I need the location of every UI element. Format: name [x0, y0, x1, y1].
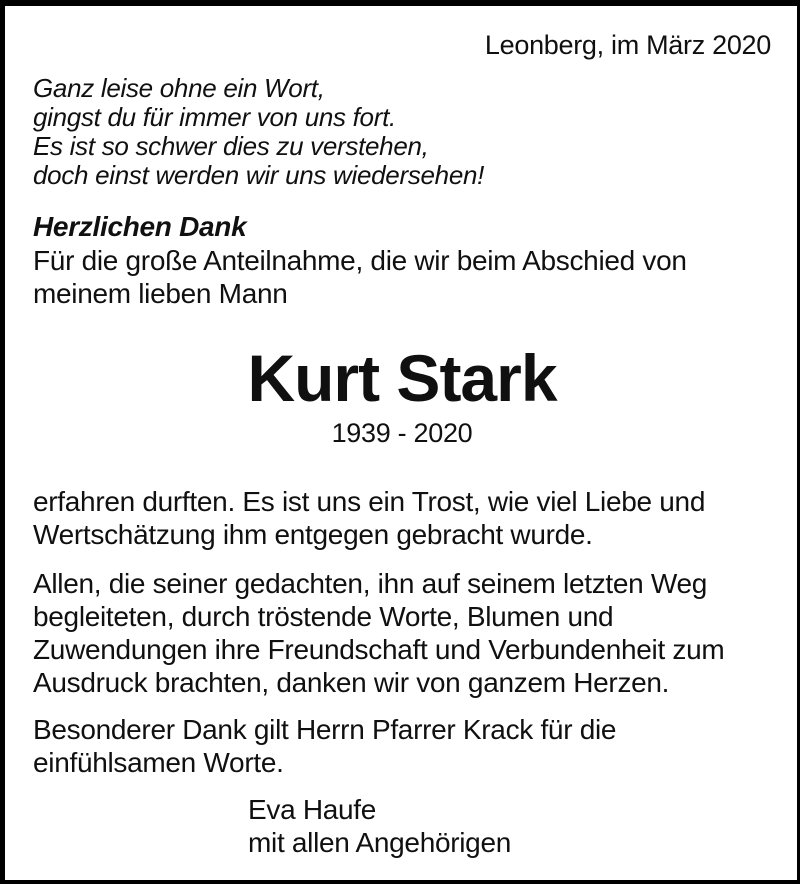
text-line: Ganz leise ohne ein Wort,	[33, 73, 325, 103]
text-line: Es ist so schwer dies zu verstehen,	[33, 131, 429, 161]
signature-block	[248, 793, 771, 859]
text-line: einfühlsamen Worte.	[33, 747, 284, 778]
text-line: Allen, die seiner gedachten, ihn auf seinem letzten Weg	[33, 568, 708, 599]
body-paragraph-3	[33, 713, 771, 779]
life-years: 1939 - 2020	[331, 418, 473, 448]
text-line: erfahren durften. Es ist uns ein Trost, wie viel Liebe und	[33, 486, 706, 517]
text-line: Für die große Anteilnahme, die wir beim Abschied von	[33, 245, 687, 276]
text-line: Wertschätzung ihm entgegen gebracht wurde.	[33, 519, 593, 550]
obituary-notice	[5, 6, 797, 880]
deceased-name: Kurt Stark	[247, 341, 557, 415]
text-line: Zuwendungen ihre Freundschaft und Verbundenheit zum	[33, 634, 725, 665]
text-line: mit allen Angehörigen	[248, 827, 511, 858]
text-line: meinem lieben Mann	[33, 278, 288, 309]
text-line: doch einst werden wir uns wiedersehen!	[33, 160, 485, 190]
body-paragraph-2	[33, 567, 771, 699]
memorial-poem	[33, 74, 771, 190]
text-line: Besonderer Dank gilt Herrn Pfarrer Krack für die	[33, 714, 617, 745]
text-line: gingst du für immer von uns fort.	[33, 102, 396, 132]
thanks-heading: Herzlichen Dank	[33, 211, 247, 242]
text-line: begleiteten, durch tröstende Worte, Blumen und	[33, 601, 614, 632]
dateline: Leonberg, im März 2020	[484, 30, 771, 60]
intro-paragraph	[33, 244, 771, 310]
body-paragraph-1	[33, 485, 771, 551]
text-line: Ausdruck brachten, danken wir von ganzem Herzen.	[33, 667, 670, 698]
text-line: Eva Haufe	[248, 794, 377, 825]
